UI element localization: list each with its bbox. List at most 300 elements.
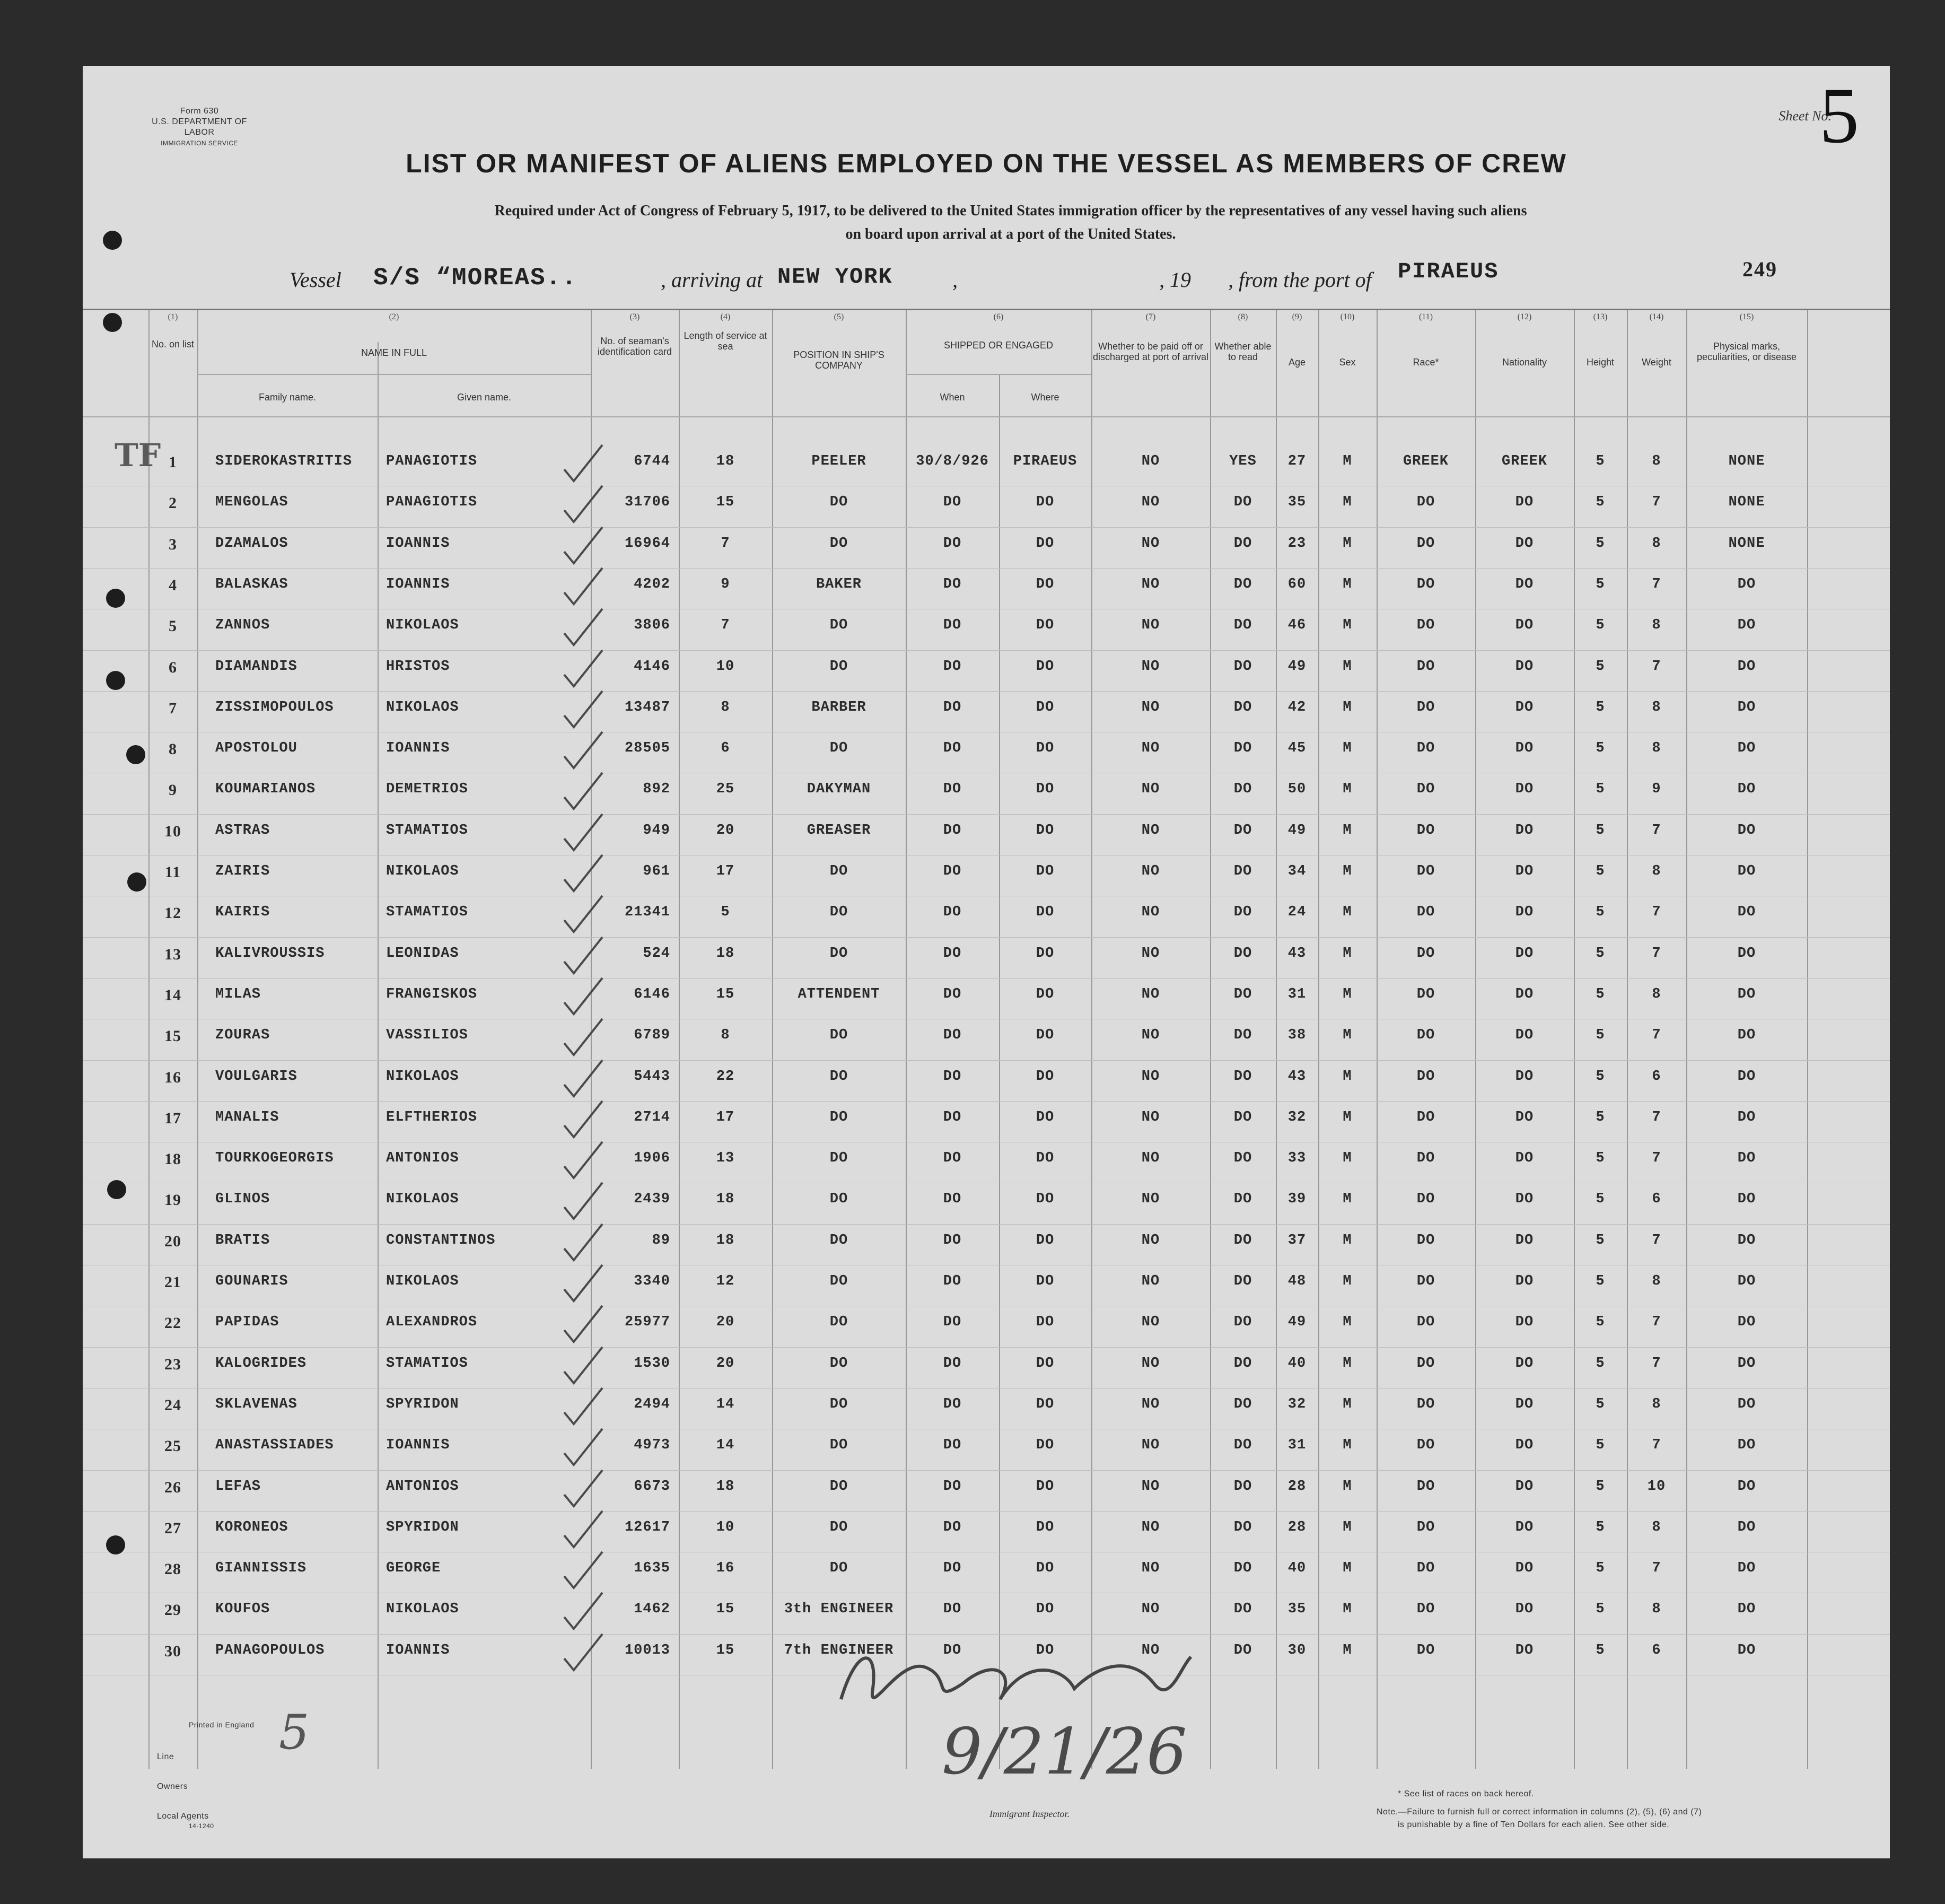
cell-card-number: 961 — [643, 863, 670, 879]
cell-position: 3th ENGINEER — [784, 1601, 894, 1618]
cell-where: DO — [1036, 617, 1055, 634]
cell-age: 28 — [1287, 1478, 1307, 1495]
cell-service-length: 6 — [721, 740, 730, 757]
check-mark-icon — [560, 607, 608, 649]
cell-row-number: 27 — [164, 1519, 181, 1537]
col-3-number: (3) — [629, 312, 640, 321]
cell-family-name: KAIRIS — [215, 904, 270, 921]
col-8-number: (8) — [1238, 312, 1248, 321]
cell-where: DO — [1036, 1396, 1055, 1412]
cell-paid-off: NO — [1141, 1068, 1160, 1085]
margin-mark: TF — [115, 437, 161, 474]
cell-where: DO — [1036, 1273, 1055, 1289]
cell-where: DO — [1036, 863, 1055, 879]
cell-race: DO — [1416, 945, 1435, 962]
col-12-number: (12) — [1517, 312, 1532, 321]
cell-card-number: 949 — [643, 822, 670, 839]
cell-row-number: 8 — [169, 740, 177, 758]
cell-physical-marks: DO — [1737, 617, 1756, 634]
cell-card-number: 2439 — [634, 1191, 670, 1208]
form-code: 14-1240 — [189, 1822, 214, 1830]
cell-given-name: NIKOLAOS — [386, 1191, 459, 1208]
cell-given-name: LEONIDAS — [386, 945, 459, 962]
cell-physical-marks: NONE — [1728, 535, 1765, 552]
cell-race: DO — [1416, 1601, 1435, 1618]
cell-able-to-read: DO — [1233, 945, 1252, 962]
row-divider — [83, 568, 1890, 569]
col-length-of-service: Length of service at sea — [684, 330, 767, 352]
cell-able-to-read: DO — [1233, 494, 1252, 511]
check-mark-icon — [560, 1181, 608, 1223]
cell-able-to-read: DO — [1233, 986, 1252, 1002]
column-divider — [1807, 310, 1808, 1769]
cell-paid-off: NO — [1141, 1232, 1160, 1248]
cell-when: DO — [943, 1396, 962, 1412]
cell-weight: 7 — [1652, 658, 1661, 675]
cell-given-name: ELFTHERIOS — [386, 1109, 478, 1125]
cell-height: 5 — [1596, 1396, 1605, 1412]
cell-position: DO — [829, 740, 848, 757]
cell-able-to-read: DO — [1233, 1560, 1252, 1577]
cell-race: DO — [1416, 863, 1435, 879]
cell-row-number: 12 — [164, 904, 181, 922]
cell-position: PEELER — [811, 453, 866, 469]
cell-paid-off: NO — [1141, 822, 1160, 839]
cell-service-length: 20 — [716, 822, 735, 839]
cell-position: DO — [829, 1437, 848, 1454]
cell-given-name: STAMATIOS — [386, 1355, 468, 1372]
cell-height: 5 — [1596, 1519, 1605, 1535]
cell-weight: 8 — [1652, 863, 1661, 879]
cell-where: DO — [1036, 1232, 1055, 1248]
cell-age: 49 — [1287, 658, 1307, 675]
cell-given-name: IOANNIS — [386, 1642, 450, 1658]
cell-sex: M — [1343, 658, 1352, 675]
cell-nationality: DO — [1515, 576, 1534, 592]
cell-weight: 7 — [1652, 1355, 1661, 1372]
cell-paid-off: NO — [1141, 1478, 1160, 1495]
row-divider — [83, 1470, 1890, 1471]
cell-nationality: DO — [1515, 1437, 1534, 1454]
cell-row-number: 5 — [169, 617, 177, 635]
cell-nationality: DO — [1515, 1109, 1534, 1125]
cell-service-length: 10 — [716, 1519, 735, 1535]
cell-given-name: IOANNIS — [386, 740, 450, 757]
check-mark-icon — [560, 1058, 608, 1101]
cell-height: 5 — [1596, 1150, 1605, 1167]
cell-row-number: 21 — [164, 1273, 181, 1291]
cell-paid-off: NO — [1141, 1519, 1160, 1535]
column-divider — [197, 310, 198, 1769]
cell-height: 5 — [1596, 699, 1605, 715]
cell-where: DO — [1036, 494, 1055, 511]
check-mark-icon — [560, 1632, 608, 1674]
cell-position: DO — [829, 535, 848, 552]
cell-paid-off: NO — [1141, 617, 1160, 634]
cell-weight: 8 — [1652, 1396, 1661, 1412]
cell-sex: M — [1343, 1150, 1352, 1167]
col-13-number: (13) — [1593, 312, 1608, 321]
cell-card-number: 4973 — [634, 1437, 670, 1454]
cell-where: DO — [1036, 1519, 1055, 1535]
cell-when: DO — [943, 1314, 962, 1331]
cell-nationality: DO — [1515, 699, 1534, 715]
cell-card-number: 1530 — [634, 1355, 670, 1372]
cell-physical-marks: DO — [1737, 1068, 1756, 1085]
from-port-label: , from the port of — [1228, 268, 1372, 292]
col-age: Age — [1288, 357, 1306, 368]
cell-height: 5 — [1596, 1437, 1605, 1454]
cell-sex: M — [1343, 740, 1352, 757]
cell-given-name: IOANNIS — [386, 1437, 450, 1454]
cell-service-length: 17 — [716, 863, 735, 879]
cell-row-number: 30 — [164, 1642, 181, 1660]
cell-age: 31 — [1287, 986, 1307, 1002]
cell-age: 35 — [1287, 1601, 1307, 1618]
cell-weight: 7 — [1652, 1314, 1661, 1331]
col-5-number: (5) — [834, 312, 844, 321]
cell-physical-marks: DO — [1737, 1642, 1756, 1658]
cell-row-number: 14 — [164, 986, 181, 1004]
cell-weight: 8 — [1652, 740, 1661, 757]
cell-race: DO — [1416, 535, 1435, 552]
manifest-sheet — [83, 66, 1890, 1858]
inspector-label: Immigrant Inspector. — [989, 1809, 1070, 1819]
cell-able-to-read: DO — [1233, 576, 1252, 592]
cell-service-length: 7 — [721, 617, 730, 634]
cell-when: DO — [943, 1478, 962, 1495]
cell-height: 5 — [1596, 1560, 1605, 1577]
check-mark-icon — [560, 1427, 608, 1469]
cell-weight: 6 — [1652, 1642, 1661, 1658]
cell-physical-marks: DO — [1737, 863, 1756, 879]
check-mark-icon — [560, 1222, 608, 1264]
cell-able-to-read: DO — [1233, 740, 1252, 757]
cell-age: 34 — [1287, 863, 1307, 879]
cell-weight: 7 — [1652, 1437, 1661, 1454]
cell-paid-off: NO — [1141, 1191, 1160, 1208]
cell-family-name: KOUFOS — [215, 1601, 270, 1618]
cell-row-number: 26 — [164, 1478, 181, 1496]
cell-paid-off: NO — [1141, 576, 1160, 592]
cell-nationality: DO — [1515, 494, 1534, 511]
cell-sex: M — [1343, 1314, 1352, 1331]
cell-sex: M — [1343, 535, 1352, 552]
sheet-label: Sheet No. — [1778, 108, 1832, 124]
cell-card-number: 1462 — [634, 1601, 670, 1618]
cell-given-name: DEMETRIOS — [386, 781, 468, 798]
cell-height: 5 — [1596, 1027, 1605, 1044]
cell-family-name: TOURKOGEORGIS — [215, 1150, 334, 1167]
cell-able-to-read: DO — [1233, 1314, 1252, 1331]
cell-race: DO — [1416, 1273, 1435, 1289]
cell-card-number: 3806 — [634, 617, 670, 634]
cell-row-number: 6 — [169, 658, 177, 676]
cell-service-length: 12 — [716, 1273, 735, 1289]
cell-physical-marks: DO — [1737, 1027, 1756, 1044]
cell-when: DO — [943, 1232, 962, 1248]
cell-card-number: 28505 — [624, 740, 670, 757]
cell-card-number: 6146 — [634, 986, 670, 1002]
cell-physical-marks: DO — [1737, 986, 1756, 1002]
cell-service-length: 18 — [716, 1478, 735, 1495]
cell-where: DO — [1036, 781, 1055, 798]
cell-given-name: NIKOLAOS — [386, 617, 459, 634]
cell-able-to-read: YES — [1229, 453, 1257, 469]
cell-physical-marks: DO — [1737, 945, 1756, 962]
cell-given-name: NIKOLAOS — [386, 699, 459, 715]
cell-weight: 10 — [1647, 1478, 1666, 1495]
col-physical-marks: Physical marks, peculiarities, or disease — [1696, 341, 1797, 362]
arriving-port: NEW YORK — [777, 264, 893, 290]
cell-given-name: CONSTANTINOS — [386, 1232, 496, 1248]
row-divider — [83, 527, 1890, 528]
col-id-card: No. of seaman's identification card — [597, 336, 672, 357]
cell-family-name: MANALIS — [215, 1109, 279, 1125]
cell-physical-marks: DO — [1737, 699, 1756, 715]
cell-position: DO — [829, 1519, 848, 1535]
punch-hole — [107, 1180, 126, 1199]
cell-paid-off: NO — [1141, 535, 1160, 552]
punch-hole — [103, 231, 122, 250]
cell-race: DO — [1416, 822, 1435, 839]
cell-sex: M — [1343, 904, 1352, 921]
cell-given-name: SPYRIDON — [386, 1519, 459, 1535]
cell-age: 42 — [1287, 699, 1307, 715]
cell-nationality: DO — [1515, 1232, 1534, 1248]
cell-able-to-read: DO — [1233, 1437, 1252, 1454]
cell-height: 5 — [1596, 986, 1605, 1002]
cell-height: 5 — [1596, 781, 1605, 798]
cell-given-name: IOANNIS — [386, 576, 450, 592]
cell-age: 48 — [1287, 1273, 1307, 1289]
cell-given-name: PANAGIOTIS — [386, 494, 478, 511]
from-port: PIRAEUS — [1398, 259, 1499, 284]
cell-row-number: 29 — [164, 1601, 181, 1619]
cell-card-number: 12617 — [624, 1519, 670, 1535]
check-mark-icon — [560, 689, 608, 731]
cell-family-name: MENGOLAS — [215, 494, 288, 511]
cell-sex: M — [1343, 1027, 1352, 1044]
cell-row-number: 3 — [169, 535, 177, 553]
cell-race: DO — [1416, 1355, 1435, 1372]
cell-physical-marks: DO — [1737, 1150, 1756, 1167]
cell-race: DO — [1416, 904, 1435, 921]
cell-service-length: 20 — [716, 1314, 735, 1331]
row-divider — [83, 691, 1890, 692]
cell-nationality: DO — [1515, 658, 1534, 675]
cell-card-number: 5443 — [634, 1068, 670, 1085]
cell-card-number: 13487 — [624, 699, 670, 715]
cell-paid-off: NO — [1141, 1027, 1160, 1044]
col-sex: Sex — [1339, 357, 1356, 368]
cell-card-number: 6744 — [634, 453, 670, 469]
row-divider — [83, 1101, 1890, 1102]
cell-race: DO — [1416, 1437, 1435, 1454]
cell-able-to-read: DO — [1233, 699, 1252, 715]
vessel-line — [83, 257, 1890, 304]
cell-nationality: DO — [1515, 986, 1534, 1002]
cell-paid-off: NO — [1141, 1396, 1160, 1412]
cell-sex: M — [1343, 1437, 1352, 1454]
col-able-to-read: Whether able to read — [1214, 341, 1272, 362]
cell-position: DO — [829, 1109, 848, 1125]
cell-race: DO — [1416, 1109, 1435, 1125]
cell-service-length: 16 — [716, 1560, 735, 1577]
cell-age: 31 — [1287, 1437, 1307, 1454]
cell-position: 7th ENGINEER — [784, 1642, 894, 1658]
cell-family-name: MILAS — [215, 986, 261, 1002]
check-mark-icon — [560, 1263, 608, 1305]
cell-family-name: ZOURAS — [215, 1027, 270, 1044]
cell-race: GREEK — [1403, 453, 1449, 469]
cell-weight: 8 — [1652, 535, 1661, 552]
cell-paid-off: NO — [1141, 945, 1160, 962]
cell-height: 5 — [1596, 945, 1605, 962]
subheader-divider — [197, 374, 591, 375]
cell-able-to-read: DO — [1233, 863, 1252, 879]
cell-given-name: NIKOLAOS — [386, 1068, 459, 1085]
cell-weight: 8 — [1652, 699, 1661, 715]
cell-position: DO — [829, 863, 848, 879]
sheet-number: 5 — [1819, 72, 1859, 160]
cell-family-name: SKLAVENAS — [215, 1396, 297, 1412]
cell-physical-marks: NONE — [1728, 494, 1765, 511]
handwritten-five: 5 — [279, 1705, 310, 1760]
service-name: IMMIGRATION SERVICE — [161, 139, 238, 147]
row-divider — [83, 978, 1890, 979]
cell-card-number: 16964 — [624, 535, 670, 552]
arriving-label: , arriving at — [661, 268, 763, 292]
cell-given-name: PANAGIOTIS — [386, 453, 478, 469]
cell-sex: M — [1343, 781, 1352, 798]
cell-card-number: 10013 — [624, 1642, 670, 1658]
cell-race: DO — [1416, 986, 1435, 1002]
cell-sex: M — [1343, 986, 1352, 1002]
cell-where: DO — [1036, 535, 1055, 552]
cell-where: DO — [1036, 699, 1055, 715]
year-label: , 19 — [1159, 268, 1191, 292]
cell-age: 33 — [1287, 1150, 1307, 1167]
cell-service-length: 18 — [716, 1232, 735, 1248]
cell-service-length: 25 — [716, 781, 735, 798]
cell-sex: M — [1343, 863, 1352, 879]
cell-family-name: KOUMARIANOS — [215, 781, 316, 798]
cell-service-length: 17 — [716, 1109, 735, 1125]
cell-position: DO — [829, 1314, 848, 1331]
races-note: * See list of races on back hereof. — [1398, 1789, 1534, 1798]
cell-able-to-read: DO — [1233, 1191, 1252, 1208]
cell-race: DO — [1416, 1150, 1435, 1167]
cell-height: 5 — [1596, 1232, 1605, 1248]
cell-race: DO — [1416, 1191, 1435, 1208]
cell-weight: 7 — [1652, 1027, 1661, 1044]
cell-physical-marks: DO — [1737, 822, 1756, 839]
cell-physical-marks: DO — [1737, 1437, 1756, 1454]
cell-height: 5 — [1596, 904, 1605, 921]
cell-position: DO — [829, 1068, 848, 1085]
cell-when: DO — [943, 535, 962, 552]
check-mark-icon — [560, 976, 608, 1018]
cell-height: 5 — [1596, 1478, 1605, 1495]
cell-paid-off: NO — [1141, 863, 1160, 879]
col-weight: Weight — [1642, 357, 1671, 368]
cell-nationality: DO — [1515, 1150, 1534, 1167]
cell-card-number: 1635 — [634, 1560, 670, 1577]
cell-position: DAKYMAN — [807, 781, 871, 798]
cell-paid-off: NO — [1141, 781, 1160, 798]
cell-family-name: VOULGARIS — [215, 1068, 297, 1085]
row-divider — [83, 1634, 1890, 1635]
cell-position: DO — [829, 1478, 848, 1495]
col-position: POSITION IN SHIP'S COMPANY — [793, 350, 884, 371]
cell-able-to-read: DO — [1233, 617, 1252, 634]
cell-race: DO — [1416, 1519, 1435, 1535]
column-divider — [378, 342, 379, 1769]
cell-physical-marks: DO — [1737, 1355, 1756, 1372]
cell-row-number: 24 — [164, 1396, 181, 1414]
cell-position: DO — [829, 1027, 848, 1044]
cell-family-name: DZAMALOS — [215, 535, 288, 552]
cell-where: DO — [1036, 1191, 1055, 1208]
check-mark-icon — [560, 566, 608, 608]
cell-age: 39 — [1287, 1191, 1307, 1208]
cell-service-length: 15 — [716, 986, 735, 1002]
cell-height: 5 — [1596, 1601, 1605, 1618]
cell-service-length: 14 — [716, 1396, 735, 1412]
cell-row-number: 19 — [164, 1191, 181, 1209]
col-10-number: (10) — [1340, 312, 1355, 321]
cell-family-name: ASTRAS — [215, 822, 270, 839]
cell-race: DO — [1416, 1396, 1435, 1412]
cell-position: DO — [829, 1355, 848, 1372]
cell-sex: M — [1343, 1478, 1352, 1495]
cell-sex: M — [1343, 1601, 1352, 1618]
cell-physical-marks: DO — [1737, 1478, 1756, 1495]
cell-when: 30/8/926 — [916, 453, 989, 469]
agents-label: Local Agents — [157, 1812, 209, 1821]
cell-service-length: 10 — [716, 658, 735, 675]
subheader-divider — [906, 374, 1091, 375]
cell-age: 35 — [1287, 494, 1307, 511]
cell-physical-marks: DO — [1737, 740, 1756, 757]
cell-race: DO — [1416, 1068, 1435, 1085]
line-label: Line — [157, 1752, 174, 1761]
cell-height: 5 — [1596, 658, 1605, 675]
cell-able-to-read: DO — [1233, 1642, 1252, 1658]
cell-paid-off: NO — [1141, 1109, 1160, 1125]
cell-row-number: 10 — [164, 822, 181, 840]
cell-age: 24 — [1287, 904, 1307, 921]
cell-where: DO — [1036, 1560, 1055, 1577]
cell-race: DO — [1416, 576, 1435, 592]
printed-in-england: Printed in England — [189, 1720, 255, 1729]
cell-weight: 8 — [1652, 617, 1661, 634]
cell-weight: 8 — [1652, 986, 1661, 1002]
cell-paid-off: NO — [1141, 1560, 1160, 1577]
cell-physical-marks: DO — [1737, 576, 1756, 592]
row-divider — [83, 1224, 1890, 1225]
cell-age: 32 — [1287, 1109, 1307, 1125]
requirement-text — [242, 199, 1780, 246]
cell-paid-off: NO — [1141, 986, 1160, 1002]
col-nationality: Nationality — [1502, 357, 1547, 368]
cell-service-length: 14 — [716, 1437, 735, 1454]
cell-card-number: 25977 — [624, 1314, 670, 1331]
col-1-number: (1) — [168, 312, 178, 321]
cell-able-to-read: DO — [1233, 1519, 1252, 1535]
cell-height: 5 — [1596, 1642, 1605, 1658]
